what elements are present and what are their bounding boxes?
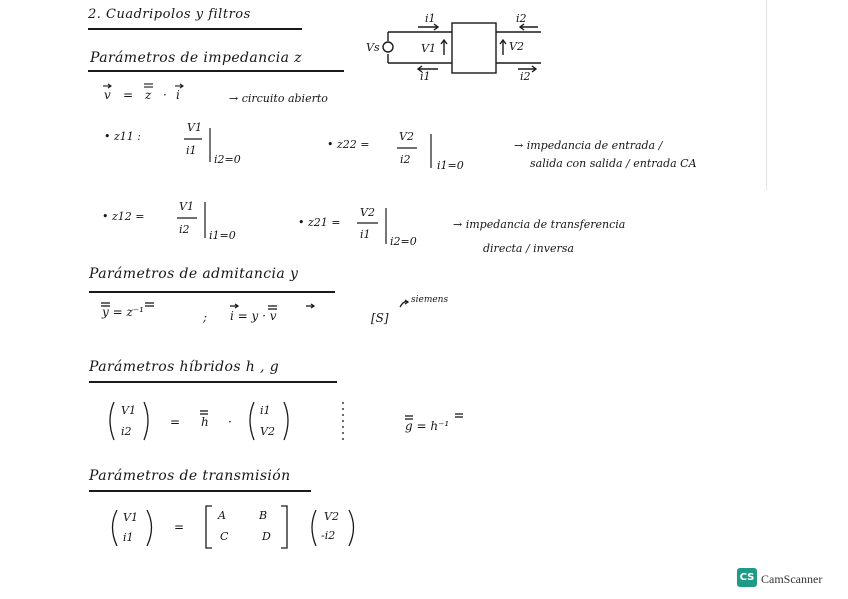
impedance-heading: Parámetros de impedancia z — [90, 50, 303, 66]
matrix-c: C — [220, 530, 229, 543]
transmission-equals: = — [174, 520, 185, 534]
z12-label: • z12 = — [102, 210, 145, 223]
two-port-box — [452, 23, 496, 73]
camscanner-logo: CS — [737, 568, 757, 587]
y-equals-z-inverse: y = z⁻¹ — [102, 305, 144, 319]
z21-condition: i2=0 — [390, 235, 417, 248]
z22-label: • z22 = — [327, 138, 370, 151]
z-matrix: z — [145, 88, 152, 102]
source-label: Vs — [366, 41, 380, 54]
i2-top-label: i2 — [516, 12, 527, 25]
i1-top-label: i1 — [425, 12, 436, 25]
hybrid-heading-underline — [89, 381, 337, 383]
z22-numerator: V2 — [399, 130, 414, 143]
hybrid-heading: Parámetros híbridos h , g — [89, 359, 280, 375]
z21-numerator: V2 — [360, 206, 375, 219]
page-title: 2. Cuadripolos y filtros — [88, 7, 251, 22]
equals-sign: = — [123, 88, 134, 102]
transmission-vector-v2: V2 — [324, 510, 339, 523]
i-equals-y-v: i = y · v — [230, 309, 277, 323]
z12-numerator: V1 — [179, 200, 194, 213]
z12-condition: i1=0 — [209, 229, 236, 242]
transmission-heading-underline — [89, 490, 311, 492]
matrix-b: B — [259, 509, 268, 522]
voltage-source-symbol — [383, 42, 393, 52]
transmission-heading: Parámetros de transmisión — [89, 468, 291, 484]
v2-label: V2 — [509, 40, 524, 53]
matrix-d: D — [262, 530, 271, 543]
hybrid-dot: · — [228, 415, 232, 429]
input-output-impedance-note: → impedancia de entrada / — [514, 139, 663, 152]
v1-label: V1 — [421, 42, 436, 55]
dot-operator: · — [163, 88, 167, 102]
z21-denominator: i1 — [360, 228, 371, 241]
z22-condition: i1=0 — [437, 159, 464, 172]
h-matrix: h — [201, 415, 209, 429]
hybrid-equals: = — [170, 415, 181, 429]
admittance-heading: Parámetros de admitancia y — [89, 266, 299, 282]
input-output-impedance-note-2: salida con salida / entrada CA — [530, 157, 697, 170]
z22-denominator: i2 — [400, 153, 411, 166]
transmission-vector-minus-i2: -i2 — [321, 529, 336, 542]
admittance-heading-underline — [89, 291, 335, 293]
hybrid-vector-v1: V1 — [121, 404, 136, 417]
i1-bottom-label: i1 — [420, 70, 431, 83]
siemens-unit: [S] — [371, 311, 389, 325]
transfer-impedance-note: → impedancia de transferencia — [453, 218, 626, 231]
impedance-heading-underline — [88, 70, 344, 72]
i2-bottom-label: i2 — [520, 70, 531, 83]
equation-separator: ; — [203, 310, 208, 324]
v-vector: v — [104, 88, 111, 102]
z21-label: • z21 = — [298, 216, 341, 229]
hybrid-vector-v2: V2 — [260, 425, 275, 438]
z12-denominator: i2 — [179, 223, 190, 236]
transmission-vector-v1: V1 — [123, 511, 138, 524]
transmission-vector-i1: i1 — [123, 531, 134, 544]
open-circuit-note: → circuito abierto — [229, 92, 328, 105]
z11-label: • z11 : — [104, 130, 141, 143]
transfer-impedance-note-2: directa / inversa — [483, 242, 574, 255]
hybrid-vector-i2: i2 — [121, 425, 132, 438]
z11-numerator: V1 — [187, 121, 202, 134]
camscanner-text: CamScanner — [761, 572, 823, 586]
g-equals-h-inverse: g = h⁻¹ — [405, 419, 450, 433]
hybrid-vector-i1: i1 — [260, 404, 271, 417]
i-vector: i — [176, 88, 180, 102]
scan-edge — [766, 0, 767, 190]
title-underline — [88, 28, 302, 30]
z11-condition: i2=0 — [214, 153, 241, 166]
matrix-a: A — [218, 509, 226, 522]
siemens-note: siemens — [411, 295, 449, 305]
z11-denominator: i1 — [186, 144, 197, 157]
